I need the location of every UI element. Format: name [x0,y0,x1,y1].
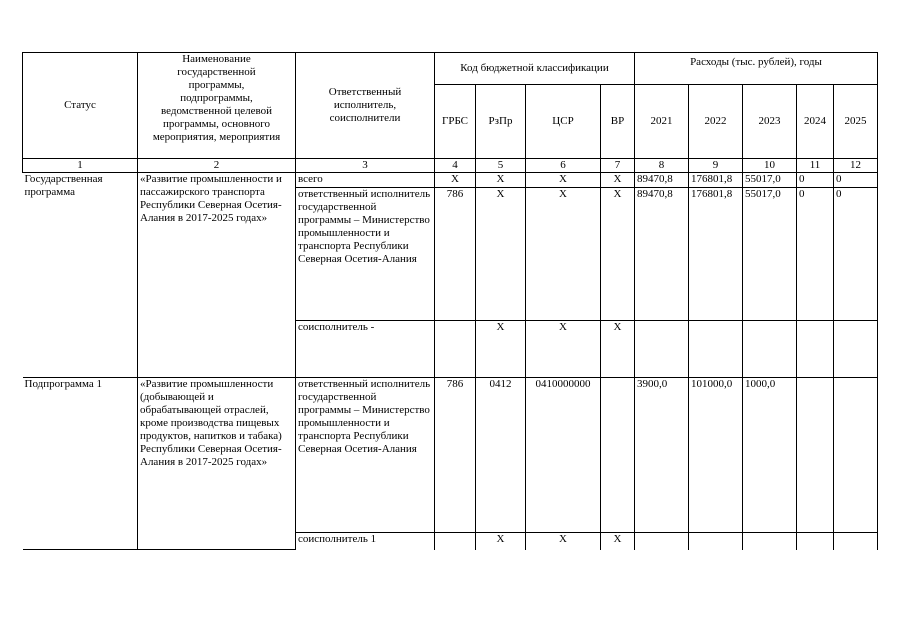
program-name: «Развитие промышленности и пассажирского транспорта Республики Северная Осетия-Алания в 2017-2025 годах» [138,173,296,378]
cell-2025 [834,533,878,550]
cell-2025: 0 [834,173,878,188]
column-number: 2 [138,159,296,173]
column-number: 10 [743,159,797,173]
header-code-group: Код бюджетной классификации [435,53,635,85]
header-year-2023: 2023 [743,85,797,159]
cell-2023: 55017,0 [743,173,797,188]
cell-rzpr: X [476,188,526,321]
cell-2025 [834,378,878,533]
header-expenses-group: Расходы (тыс. рублей), годы [635,53,878,85]
budget-table [22,52,878,550]
program-coexecutor: соисполнитель - [296,321,435,378]
cell-2022: 101000,0 [689,378,743,533]
subprogram-status: Подпрограмма 1 [23,378,138,550]
header-year-2025: 2025 [834,85,878,159]
cell-2025 [834,321,878,378]
cell-2023: 1000,0 [743,378,797,533]
cell-csr: X [526,173,601,188]
cell-grbs: 786 [435,378,476,533]
cell-2023: 55017,0 [743,188,797,321]
cell-2022: 176801,8 [689,173,743,188]
header-name: Наименование государственной программы, подпрограммы, ведомственной целевой программы, основного мероприятия, мероприятия [138,53,296,159]
cell-vr: X [601,321,635,378]
cell-2024: 0 [797,173,834,188]
cell-csr: X [526,188,601,321]
column-number: 9 [689,159,743,173]
header-status: Статус [23,53,138,159]
column-number: 6 [526,159,601,173]
column-number: 5 [476,159,526,173]
header-executor: Ответственный исполнитель, соисполнители [296,53,435,159]
cell-2023 [743,533,797,550]
cell-grbs: 786 [435,188,476,321]
cell-rzpr: X [476,321,526,378]
column-number: 4 [435,159,476,173]
cell-vr: X [601,173,635,188]
cell-grbs [435,533,476,550]
cell-csr: X [526,321,601,378]
cell-csr: X [526,533,601,550]
header-csr: ЦСР [526,85,601,159]
program-status: Государственная программа [23,173,138,378]
header-year-2021: 2021 [635,85,689,159]
program-total-executor: всего [296,173,435,188]
cell-2024 [797,533,834,550]
header-year-2022: 2022 [689,85,743,159]
subprogram-responsible-executor: ответственный исполнитель государственной программы – Министерство промышленности и транспорта Республики Северная Осетия-Алания [296,378,435,533]
column-number: 12 [834,159,878,173]
cell-2021: 3900,0 [635,378,689,533]
column-numbers-row [23,159,878,173]
cell-csr: 0410000000 [526,378,601,533]
cell-2022 [689,321,743,378]
program-responsible-executor: ответственный исполнитель государственной программы – Министерство промышленности и транспорта Республики Северная Осетия-Алания [296,188,435,321]
cell-2023 [743,321,797,378]
cell-2022: 176801,8 [689,188,743,321]
table-row-subprogram-responsible [23,378,878,533]
cell-2021: 89470,8 [635,188,689,321]
cell-2021 [635,533,689,550]
cell-2024 [797,321,834,378]
cell-grbs [435,321,476,378]
header-year-2024: 2024 [797,85,834,159]
cell-rzpr: X [476,173,526,188]
cell-rzpr: 0412 [476,378,526,533]
cell-vr [601,378,635,533]
cell-2024 [797,378,834,533]
cell-grbs: X [435,173,476,188]
cell-2024: 0 [797,188,834,321]
header-row-top [23,53,878,85]
table-row-program-total [23,173,878,188]
cell-2022 [689,533,743,550]
cell-vr: X [601,533,635,550]
column-number: 8 [635,159,689,173]
cell-rzpr: X [476,533,526,550]
header-vr: ВР [601,85,635,159]
header-grbs: ГРБС [435,85,476,159]
header-rzpr: РзПр [476,85,526,159]
cell-vr: X [601,188,635,321]
column-number: 1 [23,159,138,173]
column-number: 11 [797,159,834,173]
cell-2021: 89470,8 [635,173,689,188]
cell-2021 [635,321,689,378]
column-number: 3 [296,159,435,173]
subprogram-coexecutor: соисполнитель 1 [296,533,435,550]
column-number: 7 [601,159,635,173]
subprogram-name: «Развитие промышленности (добывающей и обрабатывающей отраслей, кроме производства пищевых продуктов, напитков и табака) Республики Северная Осетия-Алания в 2017-2025 годах» [138,378,296,550]
cell-2025: 0 [834,188,878,321]
